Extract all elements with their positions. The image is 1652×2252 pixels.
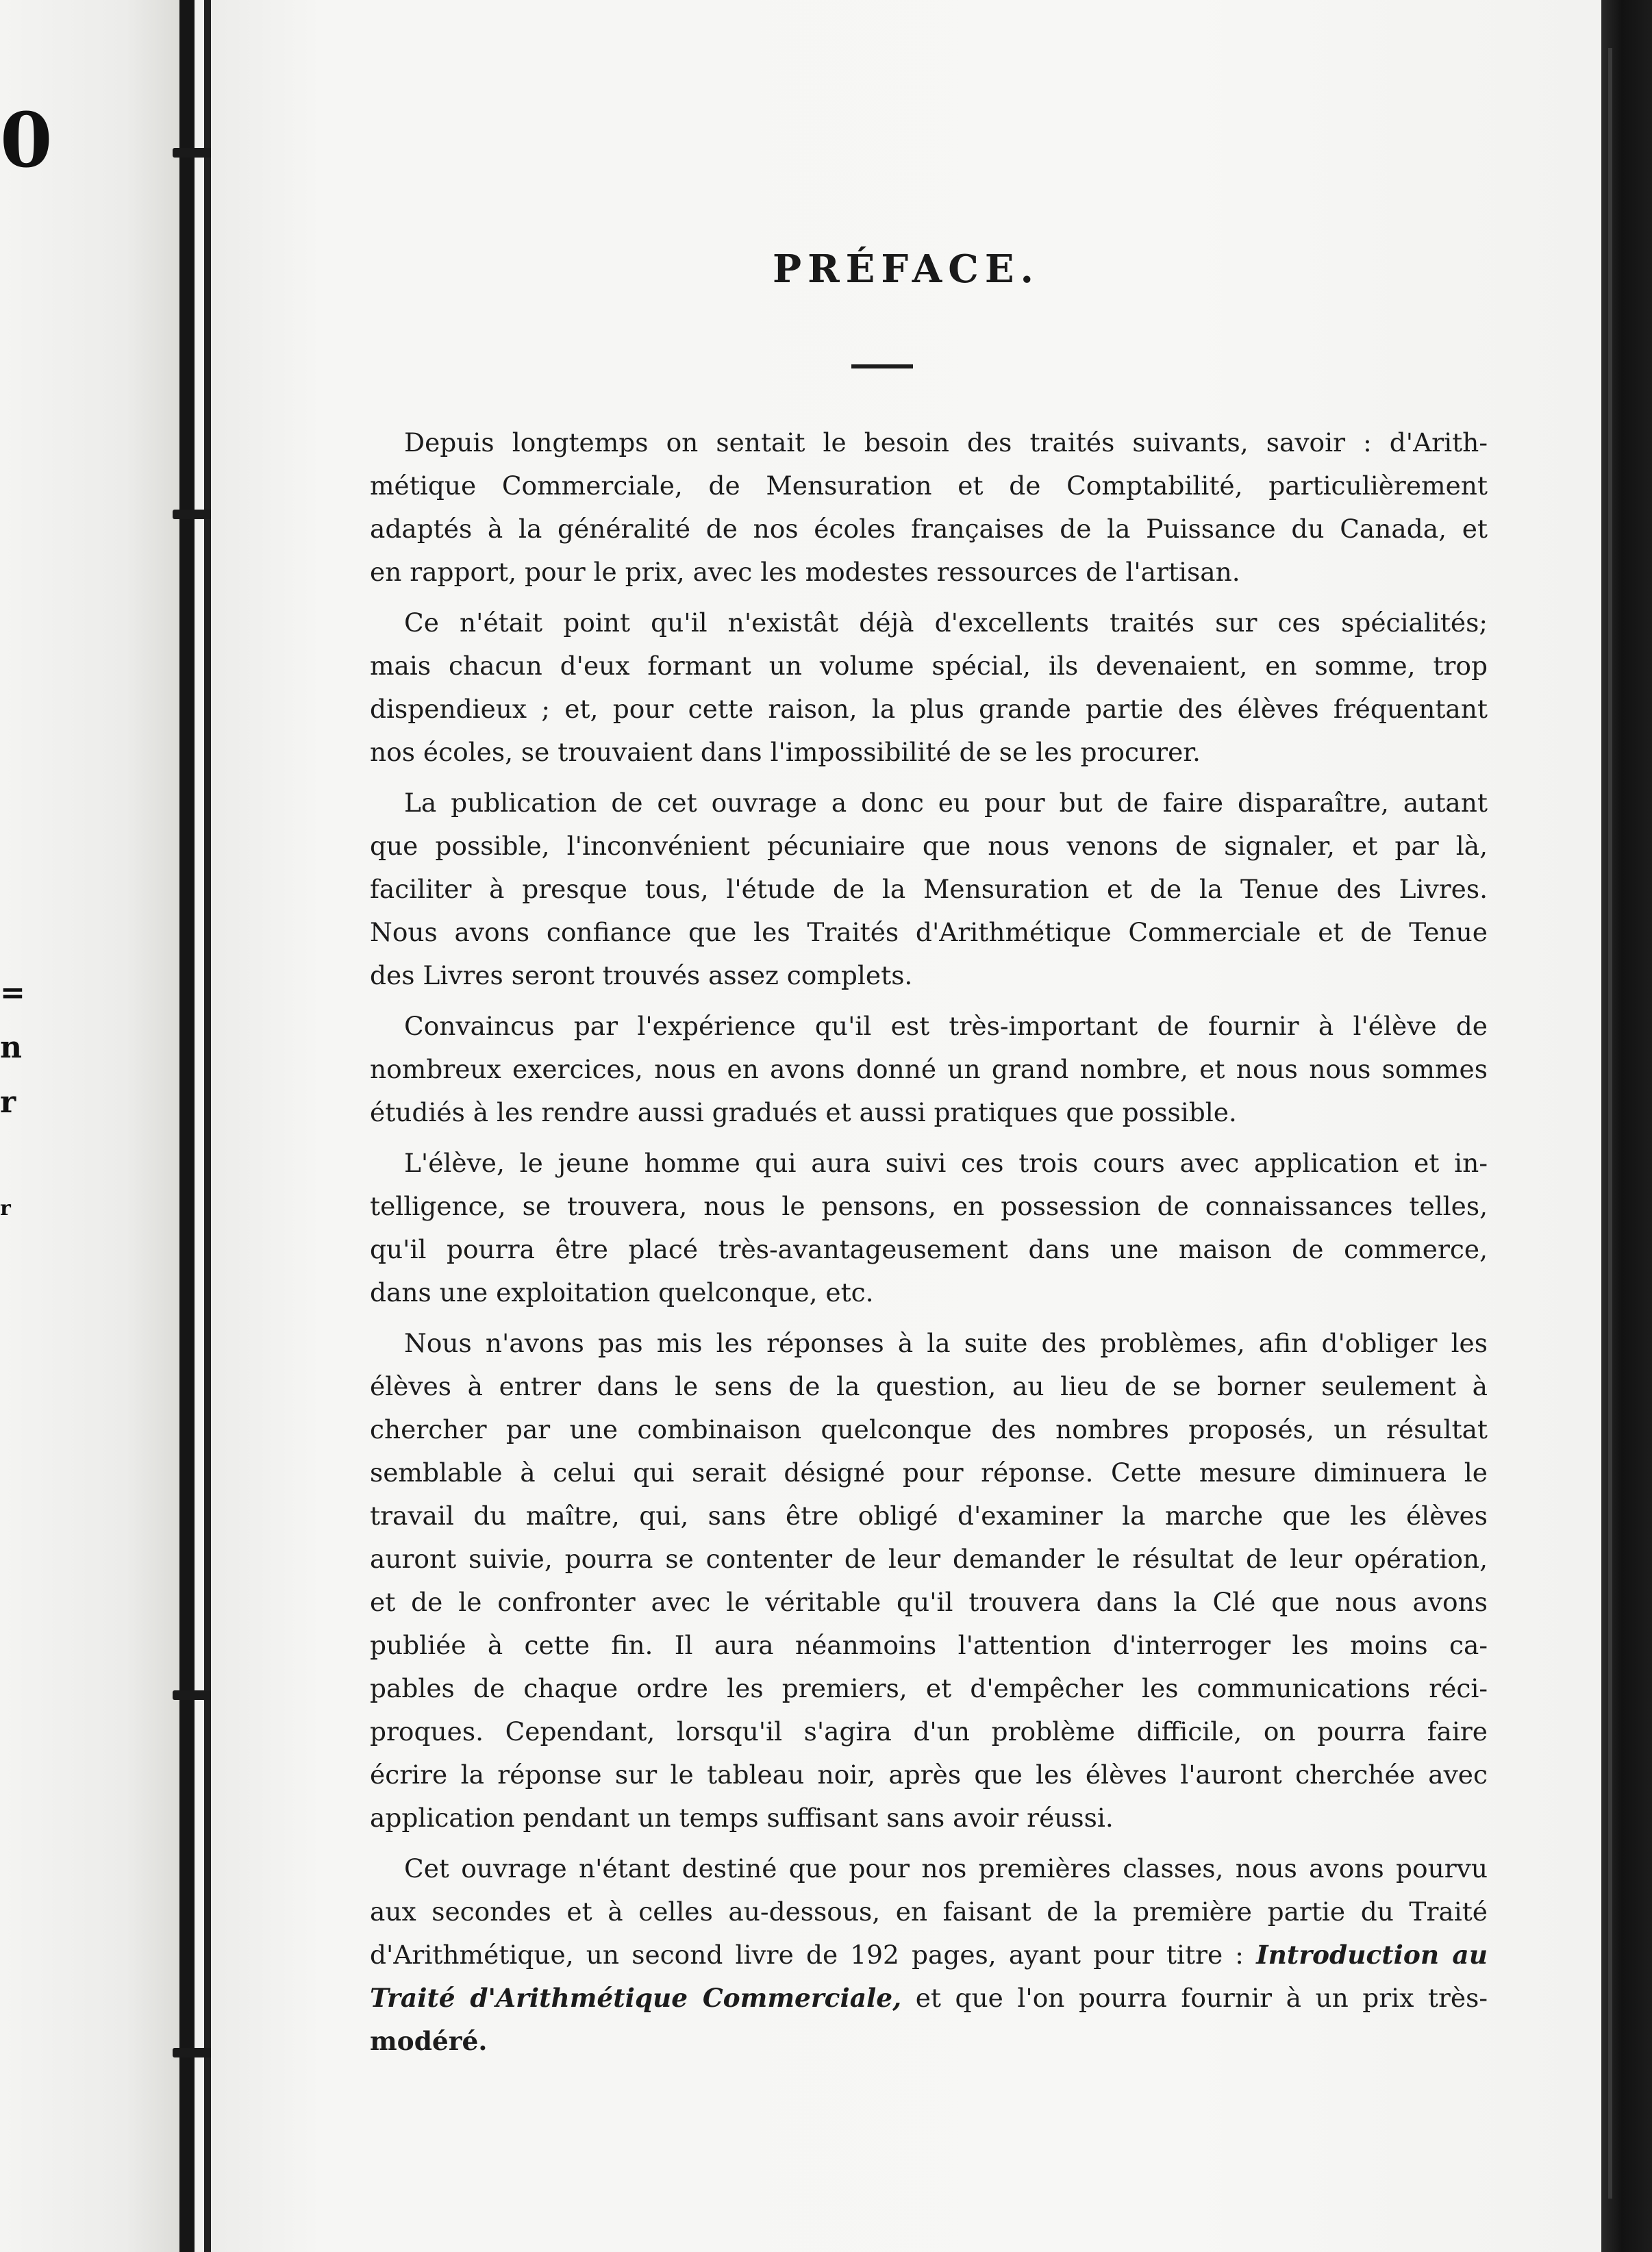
paragraph xyxy=(370,1322,1488,1840)
text-line: Ce n'était point qu'il n'existât déjà d'excellents traités sur ces spécialités; xyxy=(404,608,1488,638)
text-line: nombreux exercices, nous en avons donné un grand nombre, et nous nous sommes xyxy=(370,1054,1488,1084)
text-line: pables de chaque ordre les premiers, et d'empêcher les communications réci- xyxy=(370,1673,1488,1703)
text-line-with-title xyxy=(370,1977,1488,2020)
text-line: en rapport, pour le prix, avec les modestes ressources de l'artisan. xyxy=(370,557,1240,587)
text-line: publiée à cette fin. Il aura néanmoins l'attention d'interroger les moins ca- xyxy=(370,1630,1488,1660)
text-line: proques. Cependant, lorsqu'il s'agira d'un problème difficile, on pourra faire xyxy=(370,1716,1488,1747)
paragraph xyxy=(370,1142,1488,1314)
paragraph xyxy=(370,1847,1488,2063)
text-line: élèves à entrer dans le sens de la question, au lieu de se borner seulement à xyxy=(370,1371,1488,1401)
text-line: et de le confronter avec le véritable qu'il trouvera dans la Clé que nous avons xyxy=(370,1587,1488,1617)
text-line: Nous n'avons pas mis les réponses à la suite des problèmes, afin d'obliger les xyxy=(404,1328,1488,1358)
book-title-italic: Traité d'Arithmétique Commerciale, xyxy=(370,1983,902,2013)
text-line: application pendant un temps suffisant sans avoir réussi. xyxy=(370,1803,1114,1833)
text-line-with-title xyxy=(370,1934,1488,1977)
text-line: étudiés à les rendre aussi gradués et aussi pratiques que possible. xyxy=(370,1097,1237,1127)
fragment-glyph: r xyxy=(0,1085,16,1120)
text-line: Cet ouvrage n'étant destiné que pour nos premières classes, nous avons pourvu xyxy=(404,1853,1488,1884)
page-edge-line xyxy=(1608,48,1612,2199)
text-line: La publication de cet ouvrage a donc eu pour but de faire disparaître, autant xyxy=(404,788,1488,818)
title-rule xyxy=(851,364,913,368)
text-segment: et que l'on pourra fournir à un prix très- xyxy=(915,1983,1488,2013)
text-line: L'élève, le jeune homme qui aura suivi ces trois cours avec application et in- xyxy=(404,1148,1488,1178)
text-line: Depuis longtemps on sentait le besoin des traités suivants, savoir : d'Arith- xyxy=(404,427,1488,458)
binding-spine xyxy=(195,0,204,2252)
previous-page-edge xyxy=(0,0,179,2252)
fragment-glyph: n xyxy=(0,1030,22,1065)
text-line: Convaincus par l'expérience qu'il est très-important de fournir à l'élève de xyxy=(404,1011,1488,1041)
fragment-glyph: r xyxy=(0,1197,11,1221)
fragment-glyph: 0 xyxy=(0,96,53,184)
text-line: travail du maître, qui, sans être obligé d'examiner la marche que les élèves xyxy=(370,1501,1488,1531)
fragment-glyph: = xyxy=(0,975,25,1010)
text-line xyxy=(370,2020,1488,2063)
paragraph xyxy=(370,781,1488,997)
text-line: nos écoles, se trouvaient dans l'impossibilité de se les procurer. xyxy=(370,737,1201,767)
paragraph xyxy=(370,601,1488,774)
text-line: qu'il pourra être placé très-avantageusement dans une maison de commerce, xyxy=(370,1234,1488,1264)
text-line: mais chacun d'eux formant un volume spécial, ils devenaient, en somme, trop xyxy=(370,651,1488,681)
page-title: PRÉFACE. xyxy=(772,247,1040,292)
text-line: faciliter à presque tous, l'étude de la Mensuration et de la Tenue des Livres. xyxy=(370,874,1488,904)
text-line: des Livres seront trouvés assez complets. xyxy=(370,960,913,990)
text-line: semblable à celui qui serait désigné pour réponse. Cette mesure diminuera le xyxy=(370,1457,1488,1488)
preface-body xyxy=(370,421,1488,2070)
text-line: Nous avons confiance que les Traités d'Arithmétique Commerciale et de Tenue xyxy=(370,917,1488,947)
book-title-italic: Introduction au xyxy=(1256,1940,1488,1970)
text-line: chercher par une combinaison quelconque des nombres proposés, un résultat xyxy=(370,1414,1488,1444)
binding-gutter-inner xyxy=(204,0,211,2252)
text-line: adaptés à la généralité de nos écoles françaises de la Puissance du Canada, et xyxy=(370,514,1488,544)
text-line: métique Commerciale, de Mensuration et de Comptabilité, particulièrement xyxy=(370,471,1488,501)
paragraph xyxy=(370,421,1488,594)
text-segment: d'Arithmétique, un second livre de 192 pages, ayant pour titre : xyxy=(370,1940,1244,1970)
paragraph xyxy=(370,1005,1488,1134)
text-line: que possible, l'inconvénient pécuniaire que nous venons de signaler, et par là, xyxy=(370,831,1488,861)
text-segment-bold: modéré. xyxy=(370,2026,488,2056)
text-line: écrire la réponse sur le tableau noir, après que les élèves l'auront cherchée avec xyxy=(370,1760,1488,1790)
binding-gutter xyxy=(179,0,195,2252)
text-line: auront suivie, pourra se contenter de leur demander le résultat de leur opération, xyxy=(370,1544,1488,1574)
text-line: aux secondes et à celles au-dessous, en faisant de la première partie du Traité xyxy=(370,1897,1488,1927)
book-page xyxy=(211,0,1601,2252)
text-line: dispendieux ; et, pour cette raison, la plus grande partie des élèves fréquentant xyxy=(370,694,1488,724)
text-line: telligence, se trouvera, nous le pensons, en possession de connaissances telles, xyxy=(370,1191,1488,1221)
text-line: dans une exploitation quelconque, etc. xyxy=(370,1277,874,1308)
